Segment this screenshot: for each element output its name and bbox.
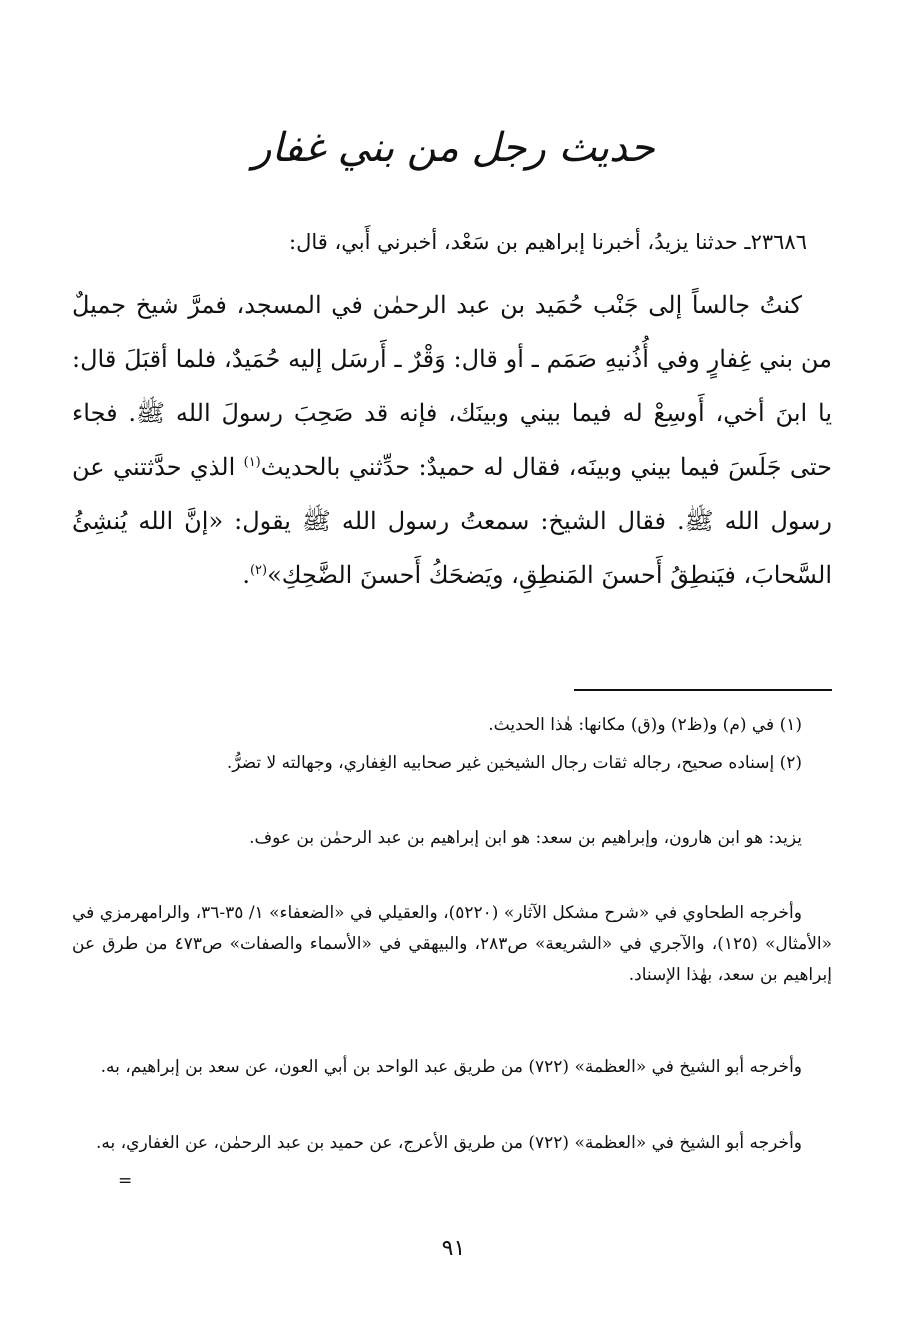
hadith-body-part1: كنتُ جالساً إلى جَنْب حُمَيد بن عبد الرحمٰن في المسجد، فمرَّ شيخ جميلٌ من بني غِفارٍ وفي أُذُنيهِ صَمَم ـ أو قال: وَقْرٌ ـ أَرسَل إليه حُمَيدٌ، فلما أقبَلَ قال: يا ابنَ أخي، أَوسِعْ له فيما بيني وبينَك، فإنه قد صَحِبَ رسولَ الله ﷺ. فجاء حتى جَلَسَ فيما بيني وبينَه، فقال له حميدٌ: حدِّثني بالحديث	[72, 291, 832, 481]
footnote-ref-2: (٢)	[249, 563, 268, 578]
footnote-ref-1: (١)	[243, 455, 261, 470]
footnote-2-narrators: يزيد: هو ابن هارون، وإبراهيم بن سعد: هو ابن إبراهيم بن عبد الرحمٰن بن عوف.	[249, 828, 802, 848]
footnote-2-abu-shaykh-2: وأخرجه أبو الشيخ في «العظمة» (٧٢٢) من طريق الأعرج، عن حميد بن عبد الرحمٰن، عن الغفاري، به.	[96, 1133, 802, 1153]
continuation-mark: =	[118, 1171, 133, 1191]
hadith-body	[72, 278, 832, 602]
footnote-2: (٢) إسناده صحيح، رجاله ثقات رجال الشيخين غير صحابيه الغِفاري، وجهالته لا تضرُّ.	[226, 753, 802, 773]
footnote-2-sources: وأخرجه الطحاوي في «شرح مشكل الآثار» (٥٢٢٠)، والعقيلي في «الضعفاء» ١/ ٣٥-٣٦، والرامهرمزي في «الأمثال» (١٢٥)، والآجري في «الشريعة» ص٢٨٣، والبيهقي في «الأسماء والصفات» ص٤٧٣ من طرق عن إبراهيم بن سعد، بهٰذا الإسناد.	[72, 903, 833, 985]
hadith-chain-intro: ٢٣٦٨٦ـ حدثنا يزيدُ، أخبرنا إبراهيم بن سَعْد، أخبرني أَبي، قال:	[289, 230, 807, 254]
page-number: ٩١	[441, 1236, 466, 1261]
footnote-separator	[574, 689, 832, 691]
hadith-body-part2: الذي حدَّثتني عن رسول الله ﷺ. فقال الشيخ: سمعتُ رسول الله ﷺ يقول: «إنَّ الله يُنشِئُ السَّحابَ، فيَنطِقُ أَحسنَ المَنطِقِ، ويَضحَكُ أَحسنَ الضَّحِكِ»	[72, 453, 832, 589]
footnote-2-abu-shaykh-1: وأخرجه أبو الشيخ في «العظمة» (٧٢٢) من طريق عبد الواحد بن أبي العون، عن سعد بن إبراهيم، به.	[100, 1057, 802, 1077]
section-title: حديث رجل من بني غفار	[252, 125, 655, 171]
hadith-body-part3: .	[242, 561, 250, 589]
footnote-1: (١) في (م) و(ظ٢) و(ق) مكانها: هٰذا الحديث.	[488, 715, 802, 735]
